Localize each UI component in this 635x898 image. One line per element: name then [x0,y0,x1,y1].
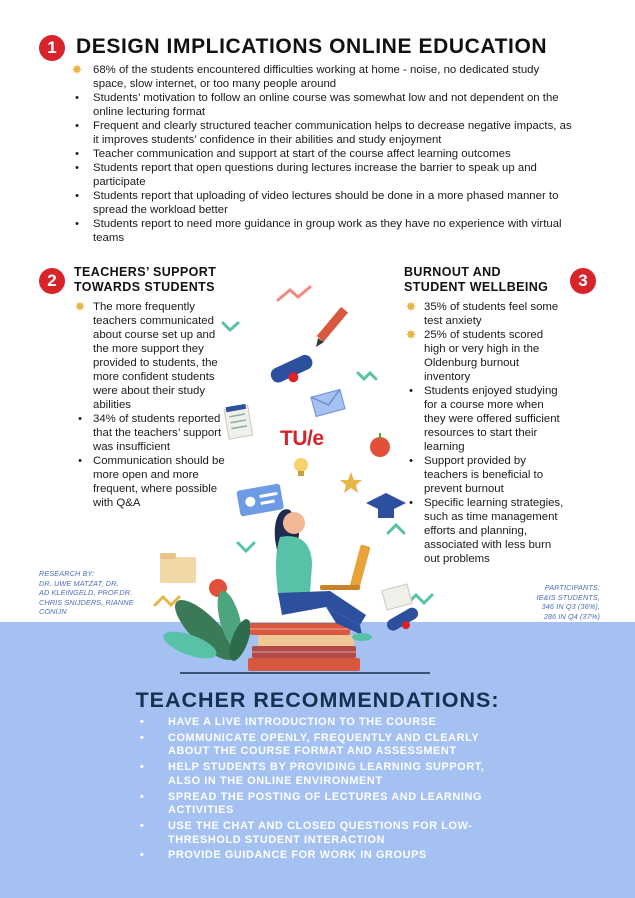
list-item-text: Frequent and clearly structured teacher communication helps to decrease negative impacts, as it improves students’ confidence in their abilities and study enjoyment [93,120,572,146]
section-2-title-line2: TOWARDS STUDENTS [74,280,215,294]
recommendation-item: • SPREAD THE POSTING OF LECTURES AND LEARNING ACTIVITIES [140,791,510,818]
list-item-text: Support provided by teachers is beneficial to prevent burnout [424,455,544,495]
list-item-text: Students report that open questions during lectures increase the barrier to speak up and participate [93,162,537,188]
apple-icon [370,433,390,457]
list-item-text: Students enjoyed studying for a course more when they were offered sufficient resources to start their learning [424,385,560,453]
book-stack-icon [248,623,360,671]
envelope-icon [311,389,345,416]
bullet-icon: • [75,218,79,230]
study-illustration [150,275,450,680]
credit-line: RESEARCH BY: [39,569,95,578]
id-card-icon [236,483,284,516]
section-number-2: 2 [39,268,65,294]
section-1-title: DESIGN IMPLICATIONS ONLINE EDUCATION [76,35,548,58]
star-bullet-icon: ✸ [71,62,83,77]
list-item [72,161,572,189]
bullet-icon: • [75,190,79,202]
list-item-text: 34% of students reported that the teachers’ support was insufficient [93,413,222,453]
list-item [72,189,572,217]
book-icon [382,584,412,610]
section-3-title-line1: BURNOUT AND [404,265,501,279]
credit-line: DR. UWE MATZAT, DR. [39,578,119,588]
graduation-cap-icon [366,493,406,518]
section-number-3: 3 [570,268,596,294]
list-item-text: Teacher communication and support at start of the course affect learning outcomes [93,148,511,160]
diploma-icon [268,353,317,391]
list-item-text: Students’ motivation to follow an online course was somewhat low and not dependent on the online lecturing format [93,92,559,118]
section-3-title-line2: STUDENT WELLBEING [404,280,549,294]
bullet-icon: • [409,497,413,509]
bullet-icon: • [409,455,413,467]
list-item [72,91,572,119]
list-item [72,147,572,161]
list-item [72,63,572,91]
credit-line: CHRIS SNIJDERS, RIANNE [39,597,134,607]
list-item [72,119,572,147]
section-number-1: 1 [39,35,65,61]
section-2-title-line1: TEACHERS’ SUPPORT [74,265,217,279]
list-item-text: Specific learning strategies, such as time management efforts and planning, associated with less burn out problems [424,497,564,565]
recommendation-item: • PROVIDE GUIDANCE FOR WORK IN GROUPS [140,849,510,863]
section-1-list [72,63,572,245]
bullet-icon: • [78,413,82,425]
list-item-text: Communication should be more open and more frequent, where possible with Q&A [93,455,225,509]
credit-line: 286 IN Q4 (37%) [543,611,600,621]
star-bullet-icon: ✸ [405,299,417,314]
laptop-icon [320,544,371,590]
research-credit [39,569,149,617]
bullet-icon: • [409,385,413,397]
star-bullet-icon: ✸ [74,299,86,314]
credit-line: PARTICIPANTS: [544,583,600,592]
tue-logo: TU/e [280,427,324,450]
credit-line: 346 IN Q3 (36%), [541,602,600,611]
bullet-icon: • [75,162,79,174]
credit-line: CONIJN [39,607,67,616]
recommendation-item: • HAVE A LIVE INTRODUCTION TO THE COURSE [140,716,510,730]
star-bullet-icon: ✸ [405,327,417,342]
recommendations-list [140,716,510,865]
notepad-icon [224,403,253,439]
pencil-icon [316,307,348,347]
diploma-icon [385,605,423,637]
bullet-icon: • [75,92,79,104]
list-item-text: 68% of the students encountered difficulties working at home - noise, no dedicated study space, slow internet, or too many people around [93,64,540,90]
recommendation-item: • HELP STUDENTS BY PROVIDING LEARNING SUPPORT, ALSO IN THE ONLINE ENVIRONMENT [140,761,510,788]
list-item-text: Students report that uploading of video lectures should be done in a more phased manner to spread the workload better [93,190,559,216]
credit-line: IE&IS STUDENTS, [536,592,600,602]
lightbulb-icon [294,458,308,476]
participants-credit [520,583,600,621]
bullet-icon: • [75,120,79,132]
bullet-icon: • [78,455,82,467]
credit-line: AD KLEINGELD, PROF.DR. [39,588,133,597]
folder-icon [160,553,196,583]
list-item-text: The more frequently teachers communicated about course set up and the more support they provided to students, the more confident students were about their study abilities [93,301,218,411]
list-item [72,217,572,245]
list-item-text: 35% of students feel some test anxiety [424,301,559,327]
recommendation-item: • COMMUNICATE OPENLY, FREQUENTLY AND CLEARLY ABOUT THE COURSE FORMAT AND ASSESSMENT [140,732,510,759]
recommendation-item: • USE THE CHAT AND CLOSED QUESTIONS FOR LOW-THRESHOLD STUDENT INTERACTION [140,820,510,847]
list-item-text: Students report to need more guidance in group work as they have no experience with virtual teams [93,218,562,244]
bullet-icon: • [75,148,79,160]
recommendations-title: TEACHER RECOMMENDATIONS: [135,688,500,712]
star-icon [340,472,362,493]
list-item-text: 25% of students scored high or very high in the Oldenburg burnout inventory [424,329,544,383]
